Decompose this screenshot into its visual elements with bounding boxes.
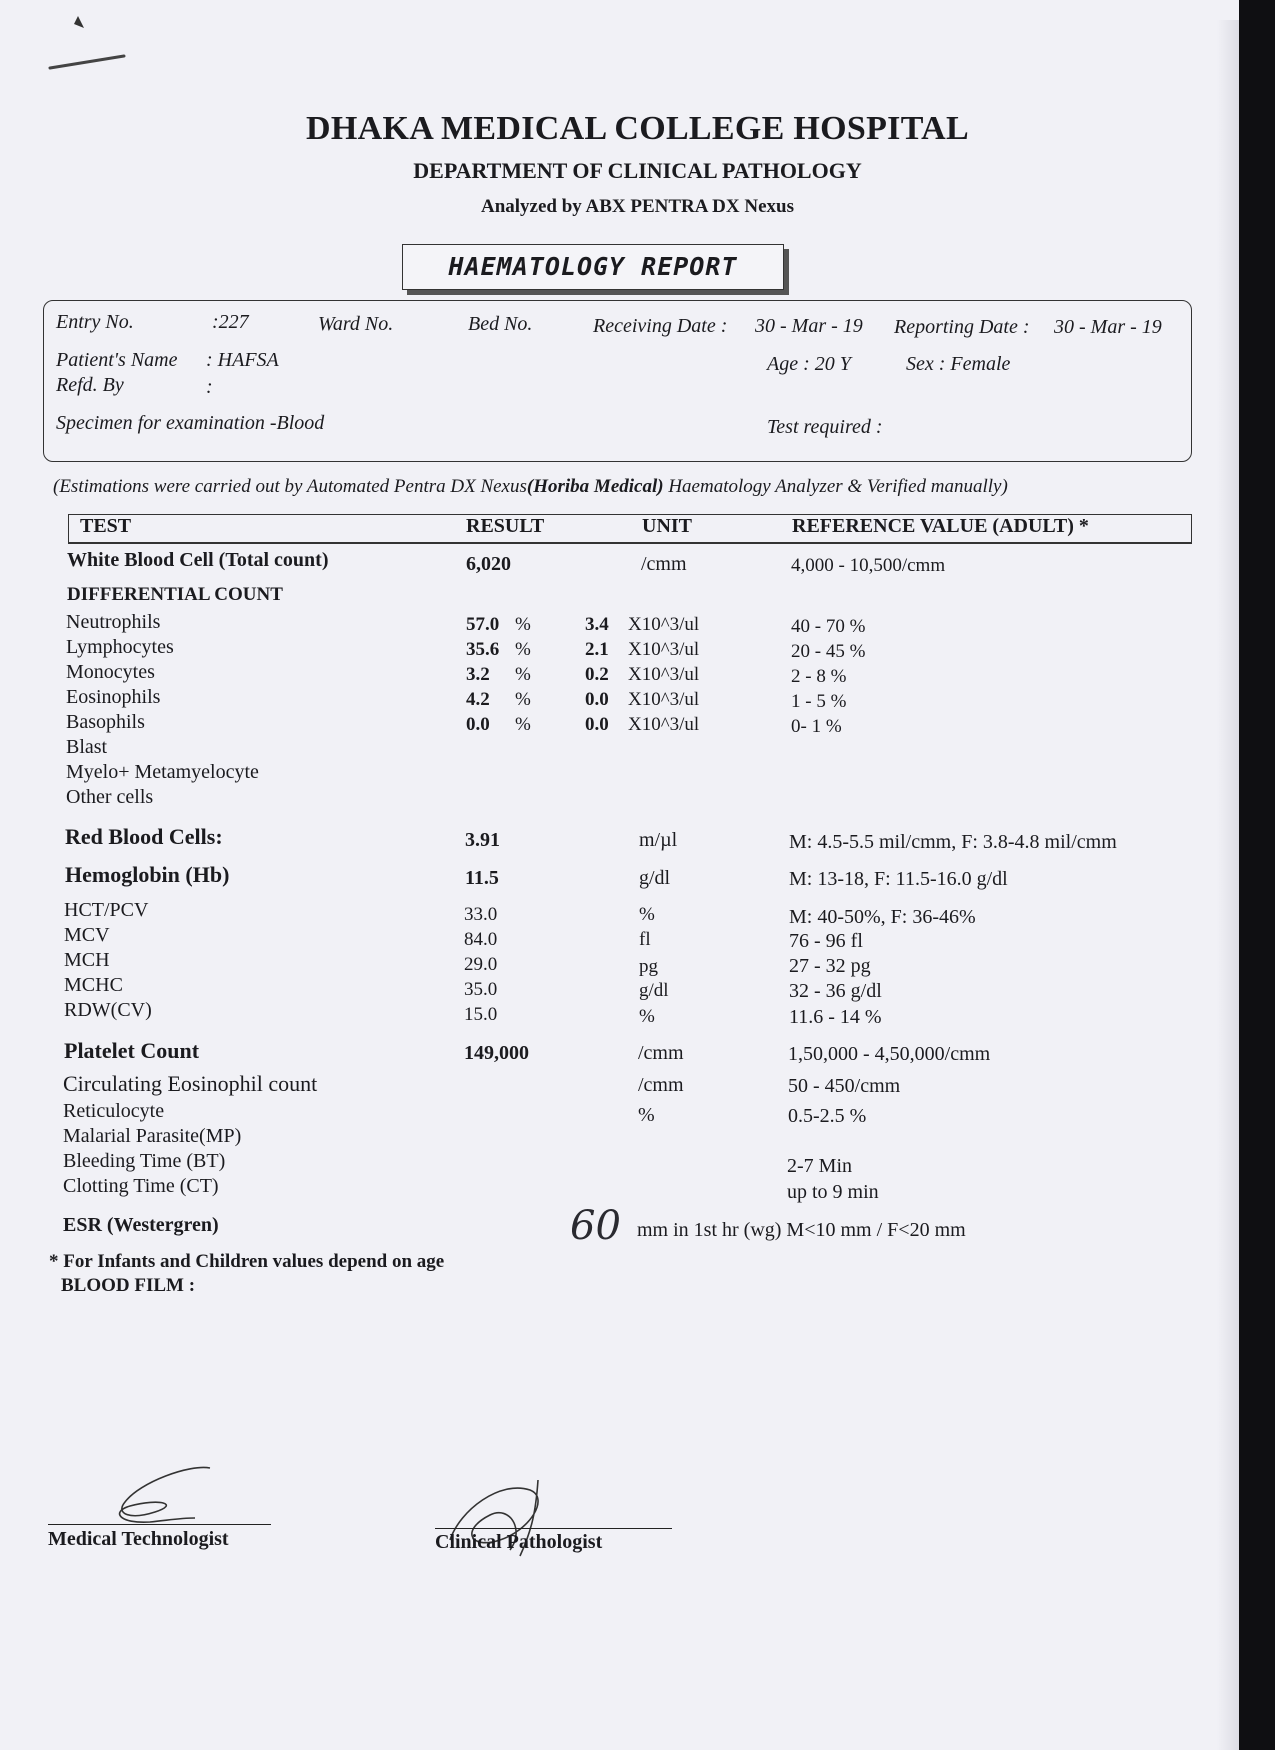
- index-test: HCT/PCV: [64, 899, 149, 921]
- hospital-name: DHAKA MEDICAL COLLEGE HOSPITAL: [306, 110, 969, 147]
- index-reference: M: 40-50%, F: 36-46%: [789, 906, 976, 928]
- diff-pct-unit: %: [515, 614, 531, 635]
- diff-reference: 1 - 5 %: [791, 691, 847, 712]
- platelet-reference: 1,50,000 - 4,50,000/cmm: [788, 1043, 991, 1065]
- hb-result: 11.5: [465, 867, 499, 889]
- note-part-3: Haematology Analyzer & Verified manually): [663, 476, 1008, 497]
- wbc-test: White Blood Cell (Total count): [67, 549, 329, 571]
- refd-by-label: Refd. By: [56, 374, 124, 396]
- rbc-unit: m/µl: [639, 829, 678, 851]
- diff-reference: 0- 1 %: [791, 716, 842, 737]
- diff-test: Lymphocytes: [66, 636, 174, 658]
- retic-unit: %: [638, 1104, 655, 1126]
- pathologist-label: Clinical Pathologist: [435, 1531, 603, 1553]
- retic-test: Reticulocyte: [63, 1100, 165, 1122]
- index-unit: g/dl: [639, 980, 669, 1001]
- diff-reference: 2 - 8 %: [791, 666, 847, 687]
- diff-test: Basophils: [66, 711, 145, 733]
- index-reference: 32 - 36 g/dl: [789, 980, 882, 1002]
- index-reference: 76 - 96 fl: [789, 930, 863, 952]
- scanner-edge: [1239, 0, 1275, 1750]
- diff-pct-unit: %: [515, 664, 531, 685]
- reporting-date-value: 30 - Mar - 19: [1054, 316, 1162, 338]
- index-test: MCH: [64, 949, 110, 971]
- other-diff-myelo: Myelo+ Metamyelocyte: [66, 761, 259, 783]
- ct-reference: up to 9 min: [787, 1181, 879, 1203]
- diff-pct-unit: %: [515, 639, 531, 660]
- sex-field: Sex : Female: [906, 353, 1011, 375]
- diff-test: Monocytes: [66, 661, 155, 683]
- bt-reference: 2-7 Min: [787, 1155, 852, 1177]
- diff-abs-unit: X10^3/ul: [628, 714, 700, 735]
- diff-abs: 2.1: [585, 639, 609, 660]
- index-result: 15.0: [464, 1004, 498, 1025]
- index-result: 33.0: [464, 904, 498, 925]
- diff-test: Eosinophils: [66, 686, 161, 708]
- platelet-result: 149,000: [464, 1042, 529, 1064]
- ct-test: Clotting Time (CT): [63, 1175, 219, 1197]
- index-result: 84.0: [464, 929, 498, 950]
- reporting-date-label: Reporting Date :: [894, 316, 1030, 338]
- diff-pct-unit: %: [515, 714, 531, 735]
- circ-eos-unit: /cmm: [638, 1074, 684, 1096]
- technologist-label: Medical Technologist: [48, 1528, 229, 1550]
- circ-eos-reference: 50 - 450/cmm: [788, 1075, 901, 1097]
- diff-pct: 57.0: [466, 614, 500, 635]
- rbc-result: 3.91: [465, 829, 500, 851]
- footnote: * For Infants and Children values depend on age: [49, 1251, 445, 1272]
- index-test: RDW(CV): [64, 999, 152, 1021]
- analyzer-line: Analyzed by ABX PENTRA DX Nexus: [480, 196, 794, 217]
- index-reference: 11.6 - 14 %: [789, 1006, 882, 1028]
- diff-abs-unit: X10^3/ul: [628, 639, 700, 660]
- differential-title: DIFFERENTIAL COUNT: [67, 584, 283, 605]
- index-result: 29.0: [464, 954, 498, 975]
- index-result: 35.0: [464, 979, 498, 1000]
- report-title: HAEMATOLOGY REPORT: [402, 244, 784, 290]
- receiving-date-label: Receiving Date :: [593, 315, 728, 337]
- index-reference: 27 - 32 pg: [789, 955, 871, 977]
- diff-pct: 35.6: [466, 639, 500, 660]
- wbc-reference: 4,000 - 10,500/cmm: [791, 555, 946, 576]
- hb-reference: M: 13-18, F: 11.5-16.0 g/dl: [789, 868, 1008, 890]
- header-reference: REFERENCE VALUE (ADULT) *: [792, 515, 1089, 537]
- index-test: MCHC: [64, 974, 123, 996]
- mp-test: Malarial Parasite(MP): [63, 1125, 242, 1147]
- rbc-reference: M: 4.5-5.5 mil/cmm, F: 3.8-4.8 mil/cmm: [789, 831, 1117, 853]
- technologist-signature: [100, 1462, 230, 1532]
- receiving-date-value: 30 - Mar - 19: [755, 315, 863, 337]
- bt-test: Bleeding Time (BT): [63, 1150, 226, 1172]
- rbc-test: Red Blood Cells:: [65, 824, 223, 849]
- technologist-line: [48, 1524, 271, 1525]
- blood-film-label: BLOOD FILM :: [61, 1275, 196, 1296]
- department-name: DEPARTMENT OF CLINICAL PATHOLOGY: [413, 158, 862, 183]
- diff-abs: 0.0: [585, 689, 609, 710]
- diff-abs: 3.4: [585, 614, 609, 635]
- header-test: TEST: [80, 515, 132, 537]
- entry-value: :227: [212, 311, 249, 333]
- esr-unit-reference: mm in 1st hr (wg) M<10 mm / F<20 mm: [637, 1219, 966, 1241]
- page-shadow: [1217, 20, 1239, 1750]
- hb-unit: g/dl: [639, 867, 671, 889]
- note-part-1: (Estimations were carried out by Automated Pentra DX Nexus: [53, 476, 527, 497]
- wbc-unit: /cmm: [641, 553, 687, 575]
- index-unit: pg: [639, 956, 658, 977]
- test-required-field: Test required :: [767, 416, 883, 438]
- circ-eos-test: Circulating Eosinophil count: [63, 1071, 318, 1096]
- diff-abs-unit: X10^3/ul: [628, 614, 700, 635]
- diff-test: Neutrophils: [66, 611, 161, 633]
- pathologist-line: [435, 1528, 672, 1529]
- patient-name-label: Patient's Name: [56, 349, 178, 371]
- esr-test: ESR (Westergren): [63, 1214, 219, 1236]
- refd-by-value: :: [206, 376, 213, 398]
- index-unit: fl: [639, 929, 651, 950]
- patient-name-value: : HAFSA: [206, 349, 279, 371]
- header-result: RESULT: [466, 515, 545, 537]
- diff-pct-unit: %: [515, 689, 531, 710]
- age-field: Age : 20 Y: [767, 353, 851, 375]
- hb-test: Hemoglobin (Hb): [65, 862, 230, 887]
- index-unit: %: [639, 1006, 655, 1027]
- diff-abs-unit: X10^3/ul: [628, 664, 700, 685]
- other-diff-other-cells: Other cells: [66, 786, 154, 808]
- wbc-result: 6,020: [466, 553, 511, 575]
- diff-abs-unit: X10^3/ul: [628, 689, 700, 710]
- index-test: MCV: [64, 924, 110, 946]
- note-part-2: (Horiba Medical): [526, 476, 664, 497]
- other-diff-blast: Blast: [66, 736, 108, 758]
- platelet-unit: /cmm: [638, 1042, 684, 1064]
- diff-reference: 20 - 45 %: [791, 641, 866, 662]
- entry-label: Entry No.: [56, 311, 134, 333]
- diff-reference: 40 - 70 %: [791, 616, 866, 637]
- estimation-note: [53, 476, 1008, 498]
- retic-reference: 0.5-2.5 %: [788, 1105, 867, 1127]
- diff-abs: 0.2: [585, 664, 609, 685]
- specimen-field: Specimen for examination -Blood: [56, 412, 325, 434]
- diff-pct: 4.2: [466, 689, 490, 710]
- index-unit: %: [639, 904, 655, 925]
- platelet-test: Platelet Count: [64, 1038, 200, 1063]
- header-unit: UNIT: [642, 515, 693, 537]
- scan-mark: [44, 6, 134, 76]
- diff-pct: 0.0: [466, 714, 490, 735]
- diff-abs: 0.0: [585, 714, 609, 735]
- ward-label: Ward No.: [318, 313, 394, 335]
- diff-pct: 3.2: [466, 664, 490, 685]
- esr-result-handwritten: 60: [570, 1203, 621, 1249]
- bed-label: Bed No.: [468, 313, 533, 335]
